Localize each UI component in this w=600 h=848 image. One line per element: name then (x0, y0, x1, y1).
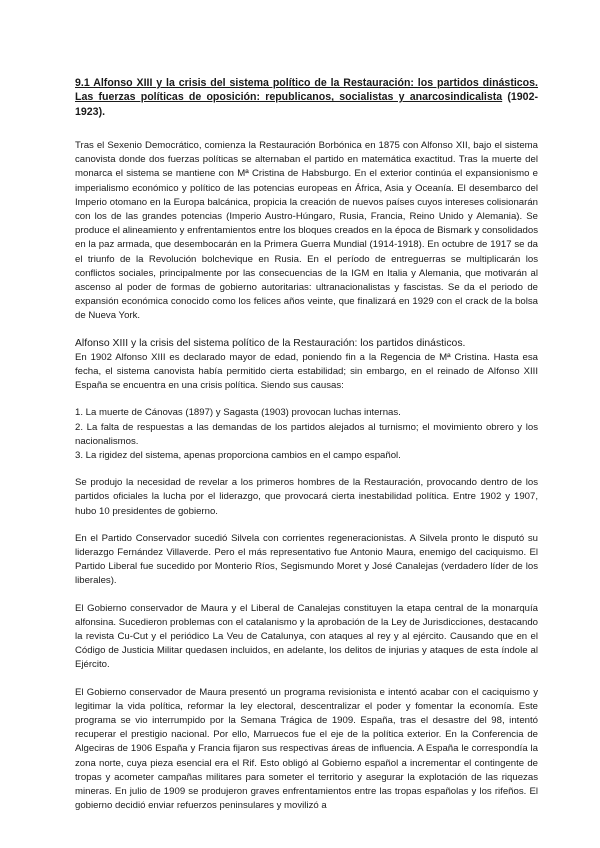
list-item: 1. La muerte de Cánovas (1897) y Sagasta (1903) provocan luchas internas. (75, 407, 401, 419)
list-item: 2. La falta de respuestas a las demandas de los partidos alejados al turnismo; el movimiento obrero y los nacionalismos. (75, 421, 538, 447)
list-item: 3. La rigidez del sistema, apenas proporciona cambios en el campo español. (75, 449, 401, 461)
paragraph-alfonso-xiii: En 1902 Alfonso XIII es declarado mayor de edad, poniendo fin a la Regencia de Mª Cristina. Hasta esa fecha, el sistema canovista había permitido cierta estabilidad; sin embargo, en el reinado de Alfonso XIII España se encuentra en una crisis política. Siendo sus causas: (75, 351, 538, 392)
document-page (75, 76, 538, 826)
paragraph-leadership: Se produjo la necesidad de revelar a los primeros hombres de la Restauración, provocando dentro de los partidos oficiales la lucha por el liderazgo, que provocará cierta inestabilidad política. Entre 1902 y 1907, hubo 10 presidentes de gobierno. (75, 477, 538, 517)
title-dates: (1902-1923). (75, 91, 538, 118)
paragraph-intro: Tras el Sexenio Democrático, comienza la Restauración Borbónica en 1875 con Alfonso XII, bajo el sistema canovista donde dos fuerzas políticas se alternaban el partido en matemática exactitud. Tras la muerte del monarca el sistema se mantiene con Mª Cristina de Habsburgo. En el exterior continúa el expansionismo e imperialismo económico y político de las potencias europeas en África, Asia y Oceanía. El desembarco del Imperio otomano en la Europa balcánica, propicia la creación de nuevos países cuyos intereses colisionarán con los de las grandes potencias (Imperio Austro-Húngaro, Rusia, Francia, Reino Unido y Alemania). Se produce el alineamiento y enfrentamientos entre los bloques creados en la época de Bismark y consolidados en la paz armada, que desembocarán en la Primera Guerra Mundial (1914-1918). En octubre de 1917 se da el triunfo de la Revolución bolchevique en Rusia. En el período de entreguerras se multiplicarán los conflictos sociales, principalmente por las consecuencias de la IGM en Italia y Alemania, que motivarán al ascenso al poder de formas de gobierno autoritarias: ultranacionalistas y fascistas. Se da el periodo de expansión económica conocido como los felices años veinte, que finalizará en 1929 con el crack de la bolsa de Nueva York. (75, 139, 538, 322)
causes-list (75, 406, 538, 463)
title-main: 9.1 Alfonso XIII y la crisis del sistema político de la Restauración: los partidos dinásticos. Las fuerzas políticas de oposición: republicanos, socialistas y anarcosindicalista (75, 77, 538, 104)
paragraph-parties: En el Partido Conservador sucedió Silvela con corrientes regeneracionistas. A Silvela pronto le disputó su liderazgo Fernández Villaverde. Pero el más representativo fue Antonio Maura, enemigo del caciquismo. El Partido Liberal fue sucedido por Monterio Ríos, Segismundo Moret y José Canalejas (verdadero líder de los liberales). (75, 532, 538, 587)
document-title (75, 76, 538, 119)
section-subheading: Alfonso XIII y la crisis del sistema político de la Restauración: los partidos dinásticos. (75, 337, 466, 349)
paragraph-maura-canalejas: El Gobierno conservador de Maura y el Liberal de Canalejas constituyen la etapa central de la monarquía alfonsina. Sucedieron problemas con el catalanismo y la aprobación de la Ley de Jurisdicciones, destacando la revista Cu-Cut y el periódico La Veu de Catalunya, con ataques al rey y al ejército. Causando que en el Código de Justicia Militar quedasen incluidos, en adelante, los delitos de injurias y ataques de esta índole al Ejército. (75, 602, 538, 671)
paragraph-maura-government: El Gobierno conservador de Maura presentó un programa revisionista e intentó acabar con el caciquismo y legitimar la vida política, reformar la ley electoral, descentralizar el poder y fomentar la economía. Este programa se vio interrumpido por la Semana Trágica de 1909. España, tras el desastre del 98, intentó recuperar el prestigio nacional. Por ello, Marruecos fue el eje de la política exterior. En la Conferencia de Algeciras de 1906 España y Francia fijaron sus respectivas áreas de influencia. A España le correspondía la zona norte, cuya pieza esencial era el Rif. Esto obligó al Gobierno español a incrementar el contingente de tropas y acometer campañas militares para someter el territorio y asegurar la explotación de las riquezas mineras. En julio de 1909 se produjeron graves enfrentamientos entre las tropas españolas y los rifeños. El gobierno decidió enviar refuerzos peninsulares y movilizó a (75, 686, 538, 812)
